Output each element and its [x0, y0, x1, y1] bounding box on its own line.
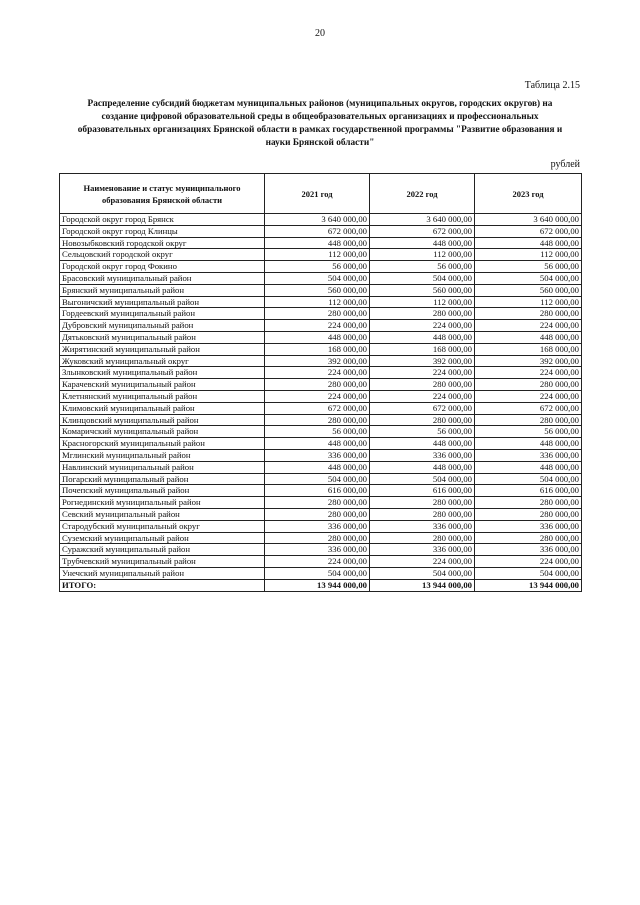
- row-name: Дятьковский муниципальный район: [60, 331, 265, 343]
- table-row: [60, 567, 582, 579]
- row-name: Суземский муниципальный район: [60, 532, 265, 544]
- value-2021: 448 000,00: [265, 237, 370, 249]
- value-2021: 336 000,00: [265, 520, 370, 532]
- value-2022: 280 000,00: [370, 379, 475, 391]
- table-row: [60, 544, 582, 556]
- value-2022: 448 000,00: [370, 461, 475, 473]
- row-name: Городской округ город Клинцы: [60, 225, 265, 237]
- value-2023: 504 000,00: [475, 567, 582, 579]
- table-row: [60, 214, 582, 226]
- value-2022: 3 640 000,00: [370, 214, 475, 226]
- table-row: [60, 532, 582, 544]
- row-name: Новозыбковский городской округ: [60, 237, 265, 249]
- value-2021: 280 000,00: [265, 508, 370, 520]
- table-row: [60, 414, 582, 426]
- value-2023: 336 000,00: [475, 544, 582, 556]
- table-row: [60, 261, 582, 273]
- value-2022: 392 000,00: [370, 355, 475, 367]
- value-2022: 336 000,00: [370, 520, 475, 532]
- value-2022: 280 000,00: [370, 497, 475, 509]
- row-name: Сельцовский городской округ: [60, 249, 265, 261]
- table-row: [60, 556, 582, 568]
- value-2023: 224 000,00: [475, 390, 582, 402]
- value-2021: 560 000,00: [265, 284, 370, 296]
- table-row: [60, 520, 582, 532]
- value-2021: 224 000,00: [265, 367, 370, 379]
- row-name: Рогнединский муниципальный район: [60, 497, 265, 509]
- row-name: Карачевский муниципальный район: [60, 379, 265, 391]
- value-2022: 56 000,00: [370, 426, 475, 438]
- value-2023: 392 000,00: [475, 355, 582, 367]
- total-row: [60, 579, 582, 591]
- value-2023: 448 000,00: [475, 331, 582, 343]
- page-number: 20: [315, 28, 325, 39]
- value-2021: 280 000,00: [265, 379, 370, 391]
- value-2023: 112 000,00: [475, 296, 582, 308]
- row-name: Выгоничский муниципальный район: [60, 296, 265, 308]
- value-2021: 280 000,00: [265, 414, 370, 426]
- value-2021: 448 000,00: [265, 461, 370, 473]
- value-2021: 224 000,00: [265, 390, 370, 402]
- value-2021: 56 000,00: [265, 261, 370, 273]
- value-2021: 280 000,00: [265, 497, 370, 509]
- value-2022: 280 000,00: [370, 532, 475, 544]
- value-2022: 504 000,00: [370, 473, 475, 485]
- value-2023: 280 000,00: [475, 308, 582, 320]
- table-row: [60, 284, 582, 296]
- table-row: [60, 449, 582, 461]
- row-name: Мглинский муниципальный район: [60, 449, 265, 461]
- value-2021: 224 000,00: [265, 320, 370, 332]
- value-2023: 3 640 000,00: [475, 214, 582, 226]
- value-2021: 448 000,00: [265, 438, 370, 450]
- table-row: [60, 461, 582, 473]
- table-row: [60, 225, 582, 237]
- value-2021: 56 000,00: [265, 426, 370, 438]
- value-2023: 56 000,00: [475, 261, 582, 273]
- value-2021: 504 000,00: [265, 473, 370, 485]
- value-2022: 672 000,00: [370, 402, 475, 414]
- value-2023: 560 000,00: [475, 284, 582, 296]
- row-name: Суражский муниципальный район: [60, 544, 265, 556]
- total-2022: 13 944 000,00: [370, 579, 475, 591]
- table-row: [60, 426, 582, 438]
- header-name: Наименование и статус муниципального образования Брянской области: [60, 174, 265, 214]
- value-2023: 280 000,00: [475, 497, 582, 509]
- value-2023: 336 000,00: [475, 449, 582, 461]
- table-row: [60, 296, 582, 308]
- value-2023: 504 000,00: [475, 473, 582, 485]
- header-2021: 2021 год: [265, 174, 370, 214]
- value-2021: 448 000,00: [265, 331, 370, 343]
- value-2021: 672 000,00: [265, 225, 370, 237]
- row-name: Стародубский муниципальный округ: [60, 520, 265, 532]
- value-2022: 280 000,00: [370, 308, 475, 320]
- title-line: создание цифровой образовательной среды в общеобразовательных организациях и профессиональных: [101, 112, 539, 122]
- table-header-row: [60, 174, 582, 214]
- units-label: рублей: [550, 159, 580, 170]
- value-2022: 616 000,00: [370, 485, 475, 497]
- row-name: Жуковский муниципальный округ: [60, 355, 265, 367]
- value-2021: 112 000,00: [265, 296, 370, 308]
- header-2023: 2023 год: [475, 174, 582, 214]
- value-2021: 504 000,00: [265, 272, 370, 284]
- total-label: ИТОГО:: [60, 579, 265, 591]
- value-2022: 448 000,00: [370, 331, 475, 343]
- total-2023: 13 944 000,00: [475, 579, 582, 591]
- table-row: [60, 308, 582, 320]
- value-2023: 112 000,00: [475, 249, 582, 261]
- value-2023: 168 000,00: [475, 343, 582, 355]
- value-2022: 336 000,00: [370, 449, 475, 461]
- value-2021: 616 000,00: [265, 485, 370, 497]
- value-2021: 504 000,00: [265, 567, 370, 579]
- row-name: Жирятинский муниципальный район: [60, 343, 265, 355]
- value-2022: 56 000,00: [370, 261, 475, 273]
- value-2022: 504 000,00: [370, 272, 475, 284]
- value-2023: 280 000,00: [475, 414, 582, 426]
- value-2023: 672 000,00: [475, 225, 582, 237]
- value-2022: 504 000,00: [370, 567, 475, 579]
- value-2023: 224 000,00: [475, 367, 582, 379]
- value-2022: 224 000,00: [370, 320, 475, 332]
- value-2022: 448 000,00: [370, 237, 475, 249]
- value-2021: 336 000,00: [265, 544, 370, 556]
- row-name: Навлинский муниципальный район: [60, 461, 265, 473]
- row-name: Красногорский муниципальный район: [60, 438, 265, 450]
- value-2023: 224 000,00: [475, 320, 582, 332]
- value-2022: 224 000,00: [370, 556, 475, 568]
- header-2022: 2022 год: [370, 174, 475, 214]
- row-name: Почепский муниципальный район: [60, 485, 265, 497]
- value-2022: 672 000,00: [370, 225, 475, 237]
- value-2021: 224 000,00: [265, 556, 370, 568]
- value-2022: 112 000,00: [370, 249, 475, 261]
- total-2021: 13 944 000,00: [265, 579, 370, 591]
- title-line: Распределение субсидий бюджетам муниципальных районов (муниципальных округов, городских округов) на: [87, 99, 553, 109]
- value-2021: 280 000,00: [265, 532, 370, 544]
- row-name: Севский муниципальный район: [60, 508, 265, 520]
- row-name: Клетнянский муниципальный район: [60, 390, 265, 402]
- value-2022: 168 000,00: [370, 343, 475, 355]
- row-name: Городской округ город Брянск: [60, 214, 265, 226]
- table-row: [60, 485, 582, 497]
- value-2023: 280 000,00: [475, 508, 582, 520]
- value-2021: 3 640 000,00: [265, 214, 370, 226]
- value-2021: 280 000,00: [265, 308, 370, 320]
- value-2023: 448 000,00: [475, 237, 582, 249]
- document-title: [60, 98, 580, 150]
- table-row: [60, 508, 582, 520]
- table-row: [60, 438, 582, 450]
- value-2022: 224 000,00: [370, 390, 475, 402]
- table-label: Таблица 2.15: [524, 80, 580, 91]
- value-2023: 56 000,00: [475, 426, 582, 438]
- value-2023: 448 000,00: [475, 438, 582, 450]
- row-name: Унечский муниципальный район: [60, 567, 265, 579]
- table-row: [60, 320, 582, 332]
- value-2022: 448 000,00: [370, 438, 475, 450]
- value-2023: 448 000,00: [475, 461, 582, 473]
- value-2021: 392 000,00: [265, 355, 370, 367]
- row-name: Трубчевский муниципальный район: [60, 556, 265, 568]
- value-2023: 672 000,00: [475, 402, 582, 414]
- row-name: Погарский муниципальный район: [60, 473, 265, 485]
- row-name: Брянский муниципальный район: [60, 284, 265, 296]
- table-row: [60, 390, 582, 402]
- value-2022: 336 000,00: [370, 544, 475, 556]
- table-row: [60, 343, 582, 355]
- row-name: Комаричский муниципальный район: [60, 426, 265, 438]
- value-2022: 560 000,00: [370, 284, 475, 296]
- value-2023: 280 000,00: [475, 532, 582, 544]
- subsidy-table: [59, 173, 582, 592]
- value-2023: 224 000,00: [475, 556, 582, 568]
- value-2023: 336 000,00: [475, 520, 582, 532]
- value-2023: 616 000,00: [475, 485, 582, 497]
- table-row: [60, 497, 582, 509]
- title-line: науки Брянской области": [265, 138, 375, 148]
- table-row: [60, 272, 582, 284]
- table-row: [60, 473, 582, 485]
- value-2022: 224 000,00: [370, 367, 475, 379]
- title-line: образовательных организациях Брянской области в рамках государственной программы "Развитие образования и: [77, 125, 563, 135]
- table-row: [60, 367, 582, 379]
- table-row: [60, 355, 582, 367]
- row-name: Дубровский муниципальный район: [60, 320, 265, 332]
- value-2023: 280 000,00: [475, 379, 582, 391]
- table-row: [60, 379, 582, 391]
- row-name: Клинцовский муниципальный район: [60, 414, 265, 426]
- value-2021: 112 000,00: [265, 249, 370, 261]
- row-name: Гордеевский муниципальный район: [60, 308, 265, 320]
- table-row: [60, 402, 582, 414]
- row-name: Злынковский муниципальный район: [60, 367, 265, 379]
- table-body: [60, 214, 582, 592]
- table-row: [60, 237, 582, 249]
- value-2022: 280 000,00: [370, 414, 475, 426]
- row-name: Климовский муниципальный район: [60, 402, 265, 414]
- value-2021: 672 000,00: [265, 402, 370, 414]
- value-2021: 336 000,00: [265, 449, 370, 461]
- value-2022: 112 000,00: [370, 296, 475, 308]
- row-name: Городской округ город Фокино: [60, 261, 265, 273]
- row-name: Брасовский муниципальный район: [60, 272, 265, 284]
- value-2021: 168 000,00: [265, 343, 370, 355]
- value-2022: 280 000,00: [370, 508, 475, 520]
- value-2023: 504 000,00: [475, 272, 582, 284]
- table-row: [60, 331, 582, 343]
- table-row: [60, 249, 582, 261]
